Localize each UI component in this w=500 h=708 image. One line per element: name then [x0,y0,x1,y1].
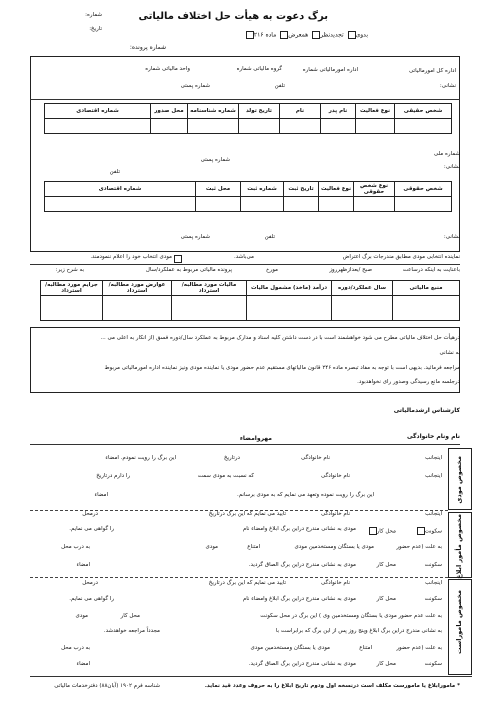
line-text: امضاء [76,562,90,568]
line-text: امضاء [76,661,90,667]
line-text: این برگ را رویت نمودم. امضاء [105,455,176,461]
checkbox-article-216[interactable] [246,31,254,39]
divider [30,444,460,445]
line-text: به درب محل [61,645,90,651]
line-text: امضاء [94,492,108,498]
line-text: مودی [205,544,218,550]
line-text: به علت عدم حضور مودی یا بستگان ومستخدمین وی ) این برگ در محل سکونت [260,613,442,619]
legal-person-table: شخص حقوقی نوع شخص حقوقی نوع فعالیت تاریخ ثبت شماره ثبت محل ثبت شماره اقتصادی [44,181,452,212]
taxpayer-section-label: مخصوص مودی [455,456,463,504]
national-id-label: شماره ملی [433,151,460,157]
checkbox-no-representative[interactable] [174,255,182,263]
line-text: سکونت [415,527,442,535]
line-text: را گواهی می نمایم. [69,526,114,532]
checkbox-residence[interactable] [417,527,425,535]
line-text: را دارم درتاریخ [96,473,130,479]
divider [30,99,460,100]
real-person-table: شخص حقیقی نوع فعالیت نام پدر نام تاریخ تولد شماره شناسنامه محل صدور شماره اقتصادی [44,103,452,134]
line-text: که نسبت به مودی سمت [197,473,254,479]
divider [30,676,472,677]
line-text: محل کار [367,527,396,535]
line-text: تایید می نمایم که این برگ درتاریخ [208,580,286,586]
line-text: به علت (عدم حضور [396,544,442,550]
unit-label: واحد مالیاتی شماره [145,66,190,72]
line-text: مودی به نشانی مندرج دراین برگ ابلاغ وامضاء نام [242,526,356,532]
date-label: تاریخ: [89,26,102,32]
line-text: را گواهی می نمایم. [69,596,114,602]
line-text: محل کار [376,562,396,568]
server-section-label: مخصوص مأمور ابلاغ [455,514,463,579]
line-text: تایید می نمایم که این برگ درتاریخ [208,511,286,517]
divider [30,264,460,265]
representative-text: نماینده انتخابی مودی مطابق مندرجات برگ اعتراض [342,254,460,260]
line-text: نام خانوادگی [321,473,350,479]
type-options: بدوی تجدیدنظر همعرض ماده ۲۱۶ [244,31,368,39]
main-info-box [30,56,460,252]
objection-file: پرونده مالیاتی مربوط به عملکرد/سال [145,267,232,273]
objection-day: صبح /بعدازظهرروز [329,267,372,273]
representative-end: می‌باشد. [234,254,254,260]
form-code: شناسه فرم ۱۹۰۲ (آبان۸۸) دفترخدمات مالیاتی [54,683,160,689]
body-paragraph-3: درجلسه مانع رسیدگی وصدور رای نخواهدبود. [357,379,460,385]
line-text: امتناع [359,645,372,651]
general-admin-label: اداره کل امورمالیاتی [408,68,456,74]
line-text: مودی یا بستگان ومستخدمین مودی [250,645,330,651]
file-number-label: شماره پرونده: [129,44,166,51]
line-text: امتناع [247,544,260,550]
real-person-postal-label: شماره پستی [200,157,230,163]
legal-address-label: نشانی: [443,234,460,240]
expert-heading: کارشناس ارشدمالیاتی [393,407,460,414]
line-text: محل کار [376,596,396,602]
line-text: به نشانی مندرج دراین برگ ابلاغ وپنج روز پس از این برگ که برابراست با [275,628,442,634]
office-postal-label: شماره پستی [180,83,210,89]
line-text: مودی به نشانی مندرج دراین برگ الصاق گردید. [248,661,356,667]
line-text: به درب محل [61,544,90,550]
line-text: سکونت [424,562,442,568]
office-address-label: نشانی: [439,83,456,89]
legal-postal-label: شماره پستی [180,234,210,240]
line-text: مودی یا بستگان ومستخدمین مودی [294,544,374,550]
line-text: اینجانب [425,580,442,586]
objection-detail: به شرح زیر: [55,267,84,273]
line-text: نام خانوادگی [301,455,330,461]
divider [30,577,448,578]
office-phone-label: تلفن [274,83,285,89]
agent-section-label: مخصوص ماموراست [455,590,463,655]
expert-name-label: نام ونام خانوادگی [406,433,460,440]
line-text: به علت (عدم حضور [396,645,442,651]
line-text: مودی به نشانی مندرج دراین برگ ابلاغ وامضاء نام [242,596,356,602]
checkbox-primary[interactable] [348,31,356,39]
line-text: سکونت [424,596,442,602]
line-text: مجدداً مراجعه خواهدشد. [103,628,160,634]
line-text: محل کار [376,661,396,667]
line-text: اینجانب [425,455,442,461]
real-person-phone-label: تلفن [109,169,120,175]
representative-tail: مودی انتخاب خود را اعلام ننمودمند. [90,254,172,260]
line-text: مودی [75,613,88,619]
line-text: اینجانب [425,511,442,517]
line-text: درمحل [82,511,98,517]
line-text: این برگ را رویت نموده وتعهد می نمایم که به مودی برسانم. [236,492,374,498]
body-paragraph-1: درهیأت حل اختلاف مالیاتی مطرح می شود خواهشمند است با در دست داشتن کلیه اسناد و مدارک مربوط به عملکرد سال/دوره فسق (از انکار به اعلی می ... [100,335,460,341]
form-title: برگ دعوت به هیأت حل اختلاف مالیاتی [138,11,328,22]
legal-phone-label: تلفن [264,234,275,240]
number-label: شماره: [85,12,102,18]
group-label: گروه مالیاتی شماره [236,66,282,72]
line-text: نام خانوادگی [321,580,350,586]
line-text: درتاریخ [223,455,240,461]
real-person-address-label: نشانی: [443,164,460,170]
footer-note: * مامورابلاغ یا مامورست مکلف است درنسخه اول ودوم تاریخ ابلاغ را به حروف وعدد قید نماید. [204,683,460,689]
tax-claims-table: منبع مالیاتی سال عملکرد/دوره درآمد (ماخذ) مشمول مالیات مالیات مورد مطالبه/استرداد عوارض مورد مطالبه/استرداد جرایم مورد مطالبه/استرداد [40,280,460,321]
admin-label: اداره امورمالیاتی شماره [302,67,358,73]
line-text: محل کار [120,613,140,619]
objection-intro: باعنایت به اینکه درساعت [402,267,460,273]
line-text: اینجانب [425,473,442,479]
body-paragraph-2: مراجعه فرمائید. بدیهی است با توجه به مفاد تبصره ماده ۲۴۶ قانون مالیاتهای مستقیم عدم حضور مودی یا نماینده مودی ونیز نماینده اداره امورمالیاتی مربوط [104,365,460,371]
line-text: مودی به نشانی مندرج دراین برگ الصاق گردید. [248,562,356,568]
body-address-label: به نشانی [439,350,460,356]
line-text: درمحل [82,580,98,586]
line-text: نام خانوادگی [321,511,350,517]
checkbox-workplace[interactable] [369,527,377,535]
line-text: سکونت [424,661,442,667]
objection-date: مورخ [266,267,278,273]
expert-sign-label: مهروامضاء [239,435,272,442]
